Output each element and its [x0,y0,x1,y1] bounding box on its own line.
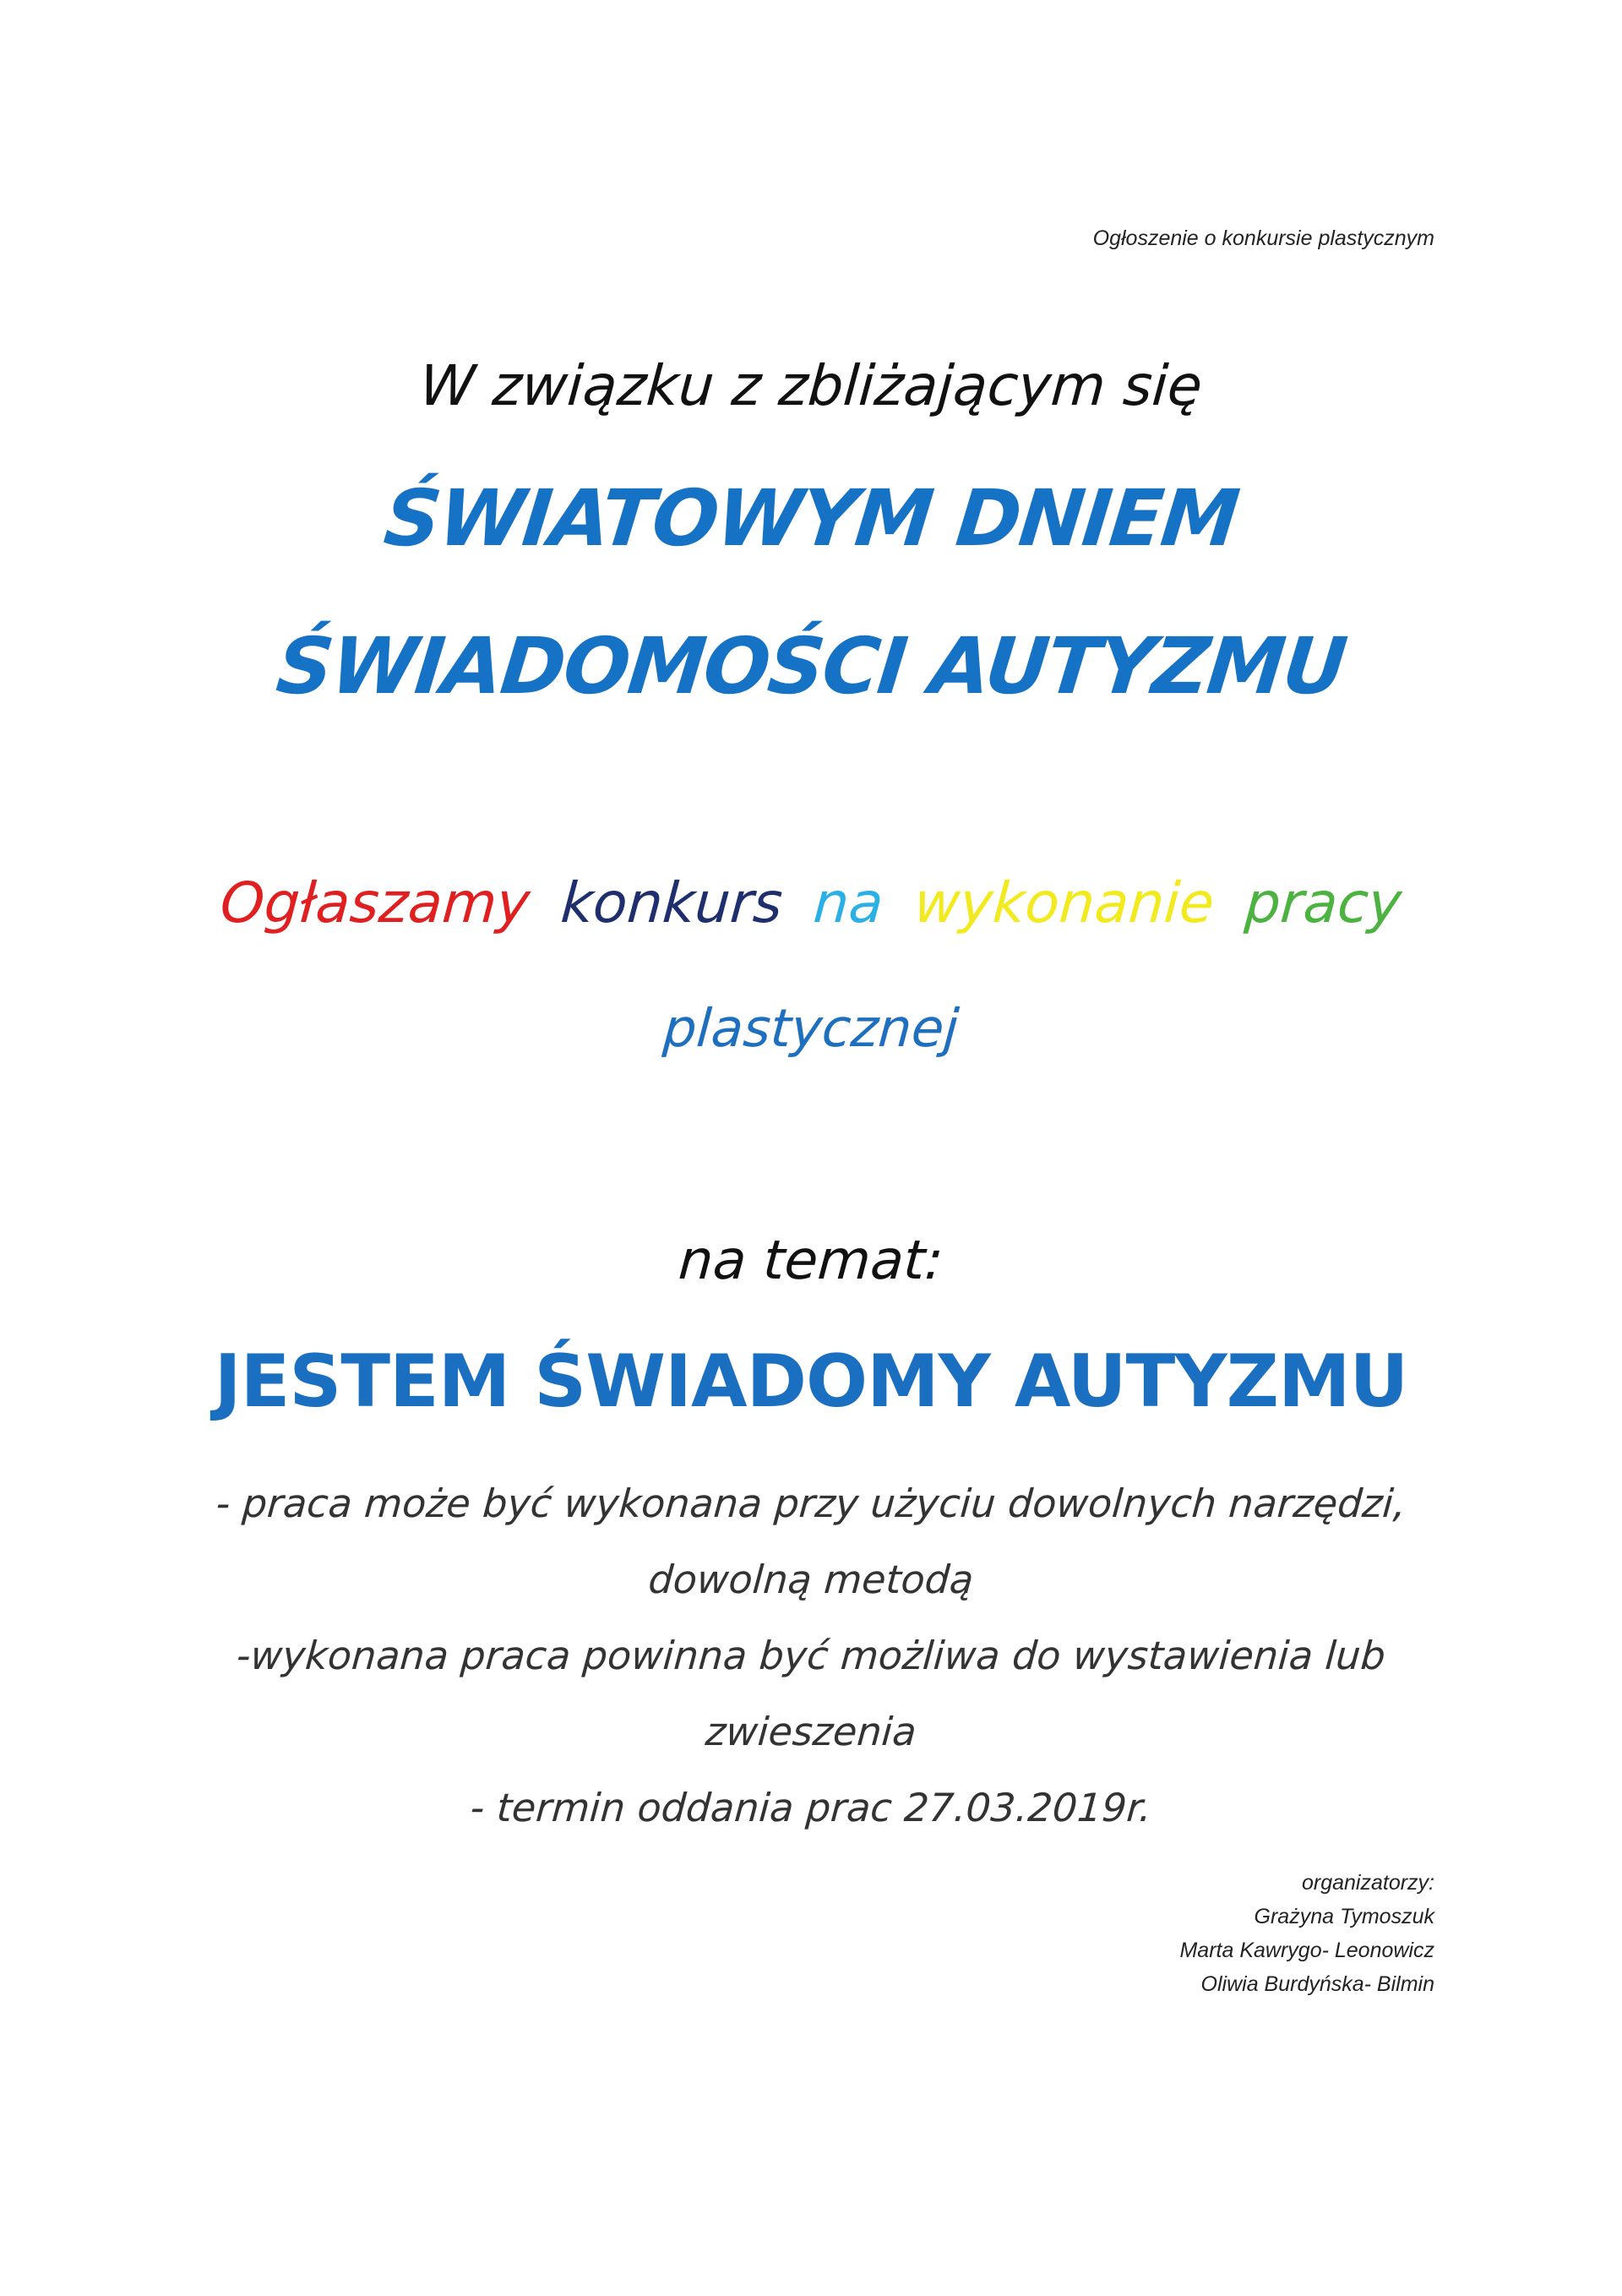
event-title-line-1: ŚWIATOWYM DNIEM [379,473,1243,564]
announcement-continuation: plastycznej [661,997,961,1059]
organizer-name: Oliwia Burdyńska- Bilmin [1200,1972,1434,1996]
topic-title: JESTEM ŚWIADOMY AUTYZMU [214,1339,1408,1424]
organizers-block [1179,1866,1434,2001]
header-note: Ogłoszenie o konkursie plastycznym [1092,226,1434,250]
rule-line: zwieszenia [704,1709,918,1754]
organizers-label: organizatorzy: [1301,1871,1434,1895]
rule-line: dowolną metodą [646,1557,976,1602]
rule-line: -wykonana praca powinna być możliwa do wystawienia lub [235,1633,1387,1678]
announcement-line [0,870,1622,935]
announcement-word: konkurs [558,870,785,935]
organizer-name: Marta Kawrygo- Leonowicz [1179,1939,1434,1962]
announcement-word: pracy [1243,870,1404,935]
announcement-word: Ogłaszamy [218,870,532,935]
intro-line: W związku z zbliżającym się [417,353,1205,418]
topic-label: na temat: [677,1230,945,1292]
event-title-line-2: ŚWIADOMOŚCI AUTYZMU [272,621,1350,712]
rule-line: - praca może być wykonana przy użyciu dowolnych narzędzi, [215,1481,1407,1526]
announcement-word: wykonanie [912,870,1216,935]
announcement-word: na [811,870,886,935]
rule-line: - termin oddania prac 27.03.2019r. [469,1785,1153,1830]
organizer-name: Grażyna Tymoszuk [1254,1905,1434,1928]
